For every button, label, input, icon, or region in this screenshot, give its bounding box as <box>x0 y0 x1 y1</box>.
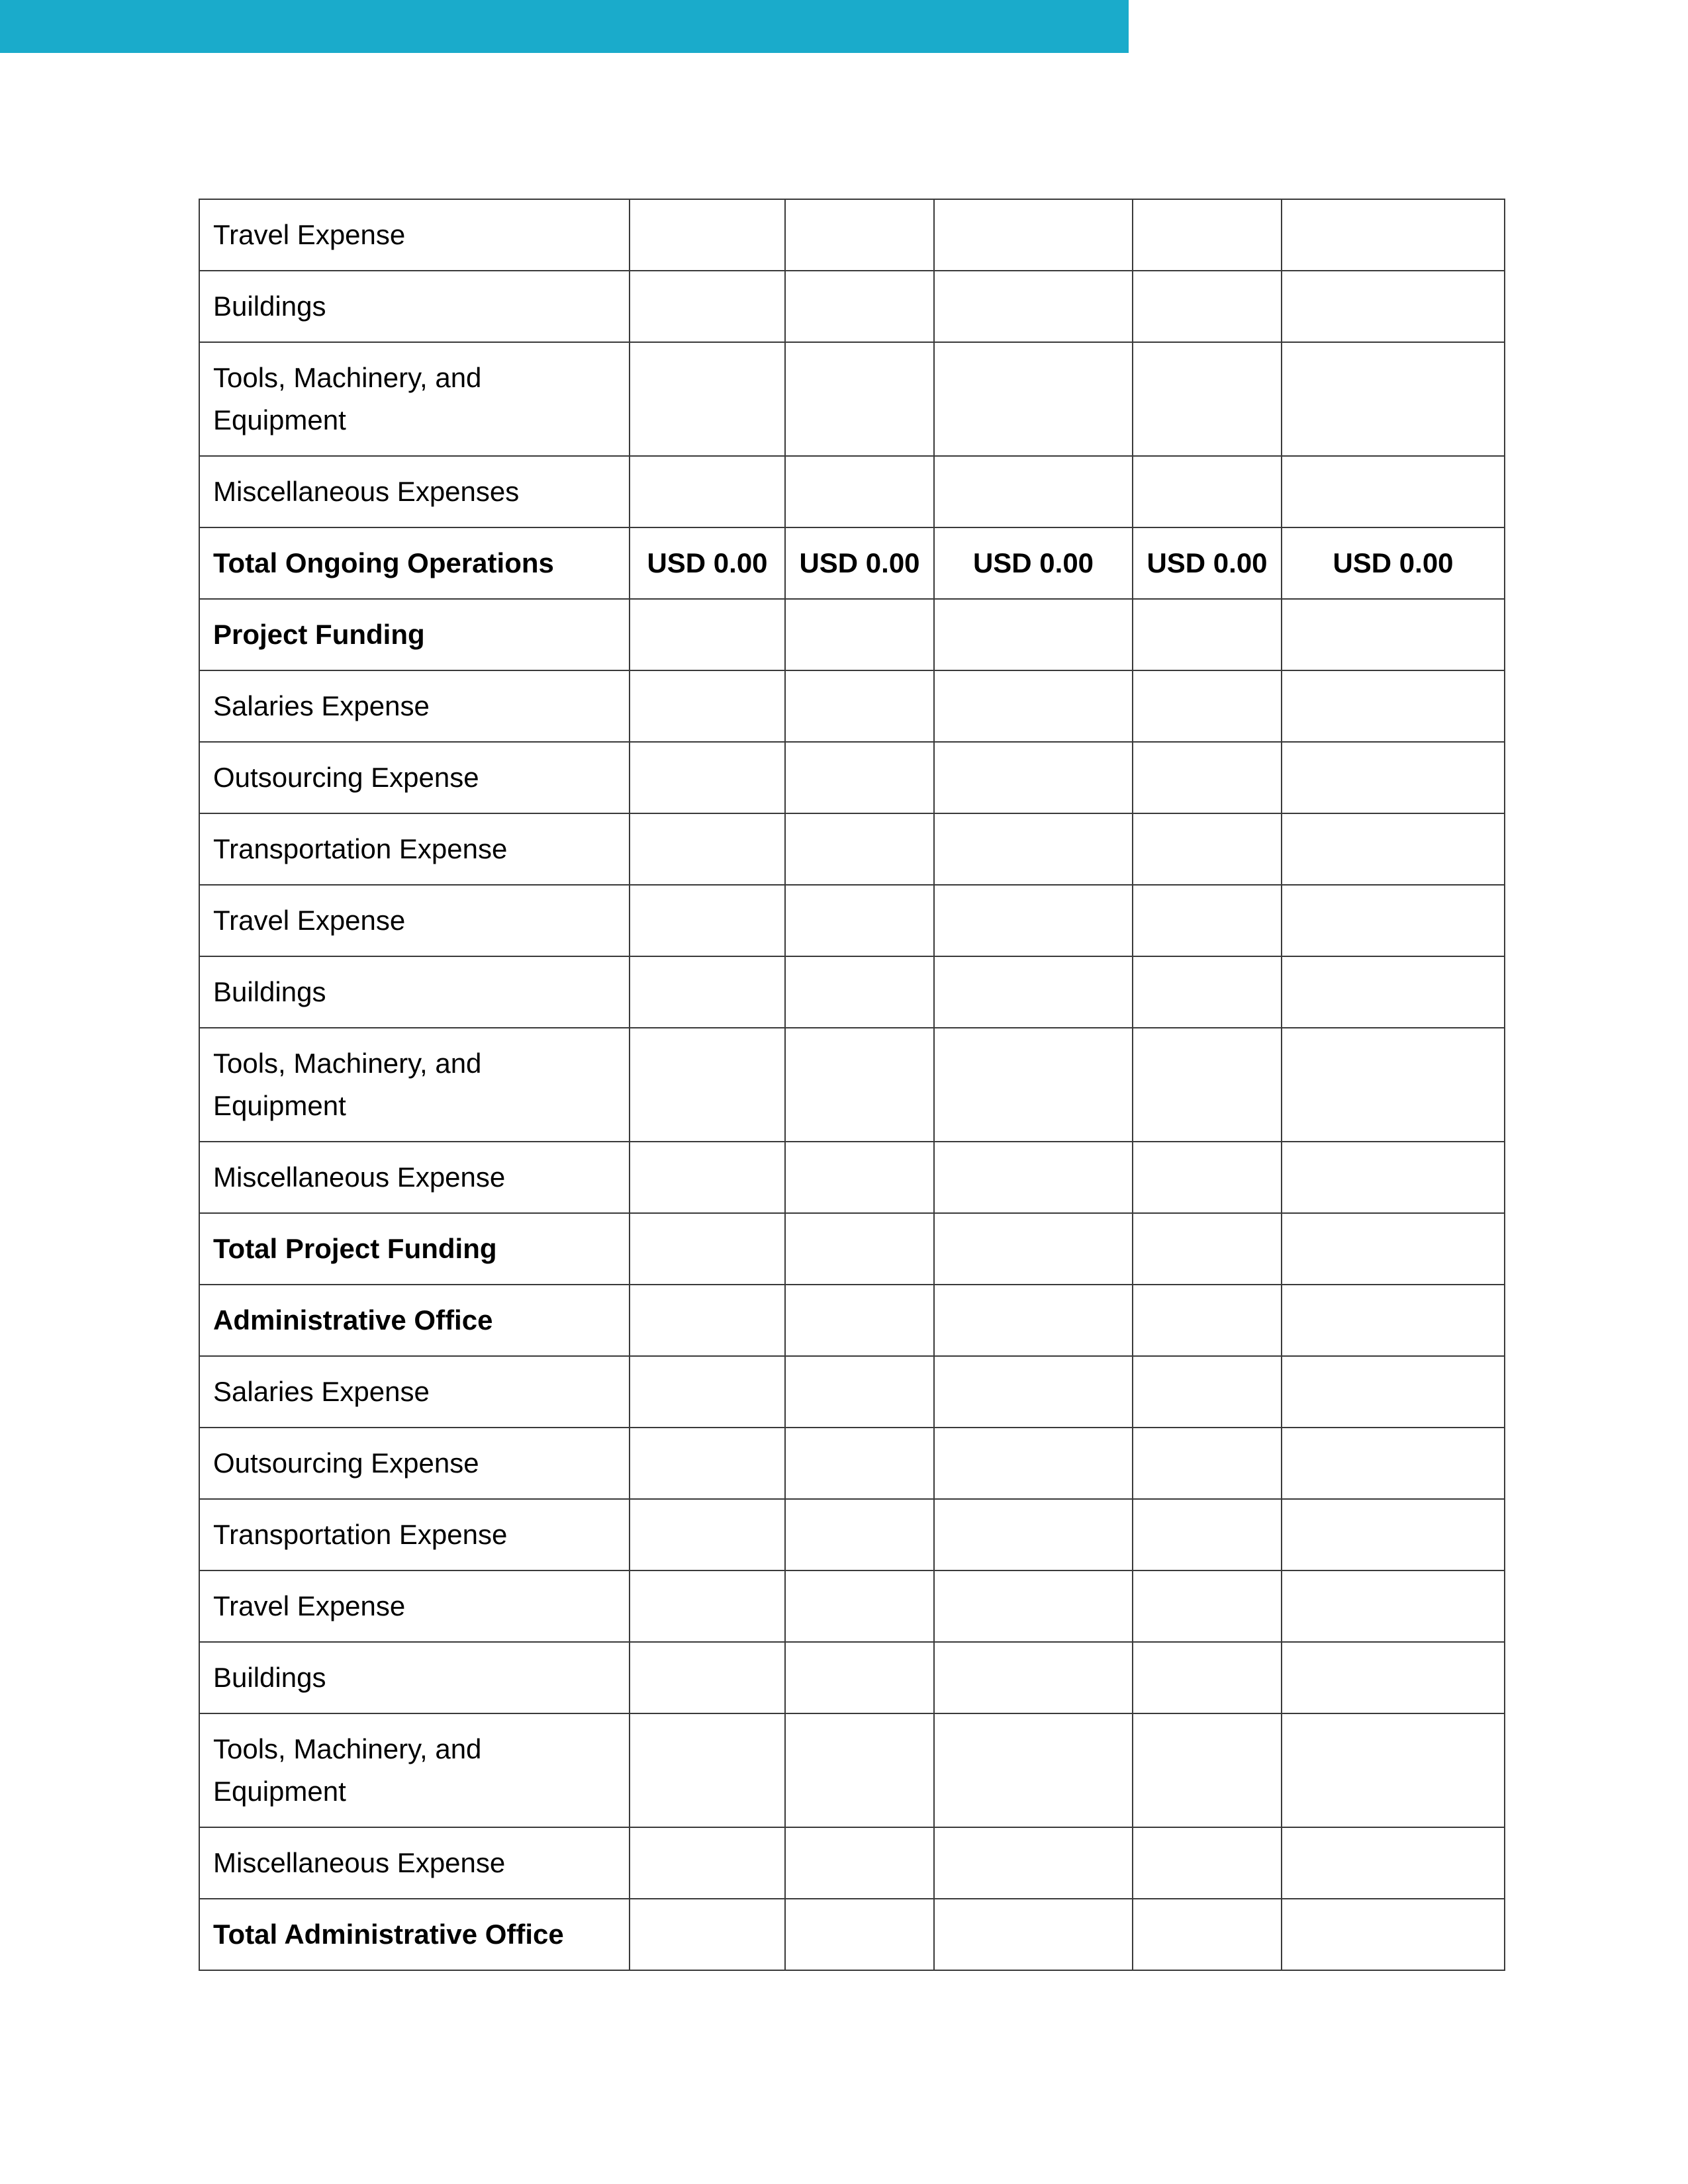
table-row <box>199 1428 1505 1499</box>
table-row <box>199 1142 1505 1213</box>
amount-cell[interactable] <box>1282 1213 1505 1285</box>
amount-cell[interactable] <box>934 1428 1133 1499</box>
table-row <box>199 271 1505 342</box>
amount-cell[interactable] <box>630 1428 785 1499</box>
amount-cell[interactable] <box>785 1428 934 1499</box>
amount-cell[interactable] <box>934 1499 1133 1570</box>
amount-cell[interactable]: USD 0.00 <box>1282 527 1505 599</box>
amount-cell[interactable] <box>934 1570 1133 1642</box>
row-label: Travel Expense <box>199 1570 630 1642</box>
table-row <box>199 1899 1505 1970</box>
amount-cell[interactable] <box>1133 1142 1282 1213</box>
amount-cell[interactable] <box>1133 1570 1282 1642</box>
row-label: Transportation Expense <box>199 813 630 885</box>
row-label: Travel Expense <box>199 199 630 271</box>
amount-cell[interactable] <box>934 1142 1133 1213</box>
amount-cell[interactable] <box>630 1356 785 1428</box>
row-heading: Total Project Funding <box>199 1213 630 1285</box>
table-row <box>199 1028 1505 1142</box>
table-row <box>199 670 1505 742</box>
amount-cell[interactable] <box>934 670 1133 742</box>
amount-cell[interactable] <box>1133 1428 1282 1499</box>
amount-cell[interactable] <box>1282 1356 1505 1428</box>
row-label: Tools, Machinery, and Equipment <box>199 1713 630 1827</box>
amount-cell[interactable] <box>934 1356 1133 1428</box>
row-heading: Total Ongoing Operations <box>199 527 630 599</box>
table-row <box>199 1642 1505 1713</box>
amount-cell[interactable] <box>785 456 934 527</box>
amount-cell[interactable] <box>785 271 934 342</box>
amount-cell[interactable] <box>1133 1499 1282 1570</box>
amount-cell[interactable] <box>630 271 785 342</box>
amount-cell[interactable] <box>630 1499 785 1570</box>
amount-cell[interactable] <box>785 885 934 956</box>
amount-cell[interactable] <box>630 1213 785 1285</box>
amount-cell[interactable] <box>934 1827 1133 1899</box>
amount-cell[interactable] <box>1282 342 1505 456</box>
amount-cell[interactable] <box>630 885 785 956</box>
amount-cell[interactable] <box>1282 1028 1505 1142</box>
amount-cell[interactable] <box>630 1713 785 1827</box>
amount-cell[interactable] <box>934 199 1133 271</box>
amount-cell[interactable] <box>785 813 934 885</box>
amount-cell[interactable] <box>934 271 1133 342</box>
amount-cell[interactable] <box>1133 670 1282 742</box>
amount-cell[interactable] <box>934 956 1133 1028</box>
amount-cell[interactable] <box>934 885 1133 956</box>
table-row <box>199 527 1505 599</box>
amount-cell[interactable] <box>1133 1028 1282 1142</box>
amount-cell[interactable] <box>934 1285 1133 1356</box>
table-row <box>199 956 1505 1028</box>
row-label: Buildings <box>199 1642 630 1713</box>
row-label: Miscellaneous Expense <box>199 1827 630 1899</box>
amount-cell[interactable] <box>1133 271 1282 342</box>
amount-cell[interactable] <box>1282 813 1505 885</box>
amount-cell[interactable] <box>1133 956 1282 1028</box>
amount-cell[interactable] <box>785 1356 934 1428</box>
amount-cell[interactable] <box>1282 1713 1505 1827</box>
amount-cell[interactable] <box>1282 956 1505 1028</box>
amount-cell[interactable]: USD 0.00 <box>934 527 1133 599</box>
amount-cell[interactable] <box>630 742 785 813</box>
row-label: Tools, Machinery, and Equipment <box>199 1028 630 1142</box>
table-row <box>199 1285 1505 1356</box>
amount-cell[interactable] <box>1133 1213 1282 1285</box>
amount-cell[interactable] <box>785 1827 934 1899</box>
amount-cell[interactable] <box>1133 1285 1282 1356</box>
amount-cell[interactable] <box>934 813 1133 885</box>
amount-cell[interactable] <box>630 813 785 885</box>
amount-cell[interactable] <box>785 1213 934 1285</box>
amount-cell[interactable] <box>630 599 785 670</box>
row-label: Buildings <box>199 956 630 1028</box>
header-accent-bar <box>0 0 1129 53</box>
table-row <box>199 1713 1505 1827</box>
row-heading: Administrative Office <box>199 1285 630 1356</box>
table-row <box>199 599 1505 670</box>
amount-cell[interactable] <box>630 1142 785 1213</box>
amount-cell[interactable]: USD 0.00 <box>1133 527 1282 599</box>
table-row <box>199 813 1505 885</box>
amount-cell[interactable] <box>1282 271 1505 342</box>
amount-cell[interactable] <box>934 1028 1133 1142</box>
amount-cell[interactable] <box>1133 885 1282 956</box>
row-label: Salaries Expense <box>199 670 630 742</box>
amount-cell[interactable] <box>785 1642 934 1713</box>
table-row <box>199 456 1505 527</box>
amount-cell[interactable]: USD 0.00 <box>785 527 934 599</box>
amount-cell[interactable] <box>1133 456 1282 527</box>
row-label: Tools, Machinery, and Equipment <box>199 342 630 456</box>
table-row <box>199 1499 1505 1570</box>
amount-cell[interactable] <box>1133 1713 1282 1827</box>
amount-cell[interactable] <box>785 1570 934 1642</box>
row-label: Outsourcing Expense <box>199 742 630 813</box>
table-row <box>199 1213 1505 1285</box>
amount-cell[interactable] <box>934 1213 1133 1285</box>
table-row <box>199 1570 1505 1642</box>
row-label: Salaries Expense <box>199 1356 630 1428</box>
amount-cell[interactable] <box>630 1642 785 1713</box>
row-label: Outsourcing Expense <box>199 1428 630 1499</box>
amount-cell[interactable] <box>934 456 1133 527</box>
table-row <box>199 1827 1505 1899</box>
amount-cell[interactable] <box>785 1499 934 1570</box>
table-row <box>199 885 1505 956</box>
amount-cell[interactable] <box>630 456 785 527</box>
row-label: Buildings <box>199 271 630 342</box>
amount-cell[interactable] <box>1282 885 1505 956</box>
amount-cell[interactable] <box>1282 742 1505 813</box>
table-row <box>199 742 1505 813</box>
table-row <box>199 1356 1505 1428</box>
amount-cell[interactable] <box>1282 670 1505 742</box>
amount-cell[interactable] <box>785 1899 934 1970</box>
amount-cell[interactable] <box>630 670 785 742</box>
amount-cell[interactable] <box>785 1285 934 1356</box>
amount-cell[interactable] <box>630 1028 785 1142</box>
amount-cell[interactable] <box>1282 1285 1505 1356</box>
amount-cell[interactable] <box>785 956 934 1028</box>
amount-cell[interactable] <box>1133 1827 1282 1899</box>
amount-cell[interactable] <box>1133 1356 1282 1428</box>
amount-cell[interactable] <box>1282 1827 1505 1899</box>
table-row <box>199 342 1505 456</box>
amount-cell[interactable] <box>1133 342 1282 456</box>
amount-cell[interactable] <box>630 342 785 456</box>
amount-cell[interactable] <box>1282 1499 1505 1570</box>
row-heading: Project Funding <box>199 599 630 670</box>
row-label: Miscellaneous Expenses <box>199 456 630 527</box>
amount-cell[interactable] <box>785 342 934 456</box>
amount-cell[interactable]: USD 0.00 <box>630 527 785 599</box>
amount-cell[interactable] <box>1282 456 1505 527</box>
amount-cell[interactable] <box>630 1285 785 1356</box>
row-label: Travel Expense <box>199 885 630 956</box>
amount-cell[interactable] <box>785 199 934 271</box>
amount-cell[interactable] <box>934 1713 1133 1827</box>
amount-cell[interactable] <box>1133 1899 1282 1970</box>
row-label: Miscellaneous Expense <box>199 1142 630 1213</box>
table-row <box>199 199 1505 271</box>
amount-cell[interactable] <box>1133 813 1282 885</box>
amount-cell[interactable] <box>1133 199 1282 271</box>
amount-cell[interactable] <box>1282 1899 1505 1970</box>
amount-cell[interactable] <box>785 1713 934 1827</box>
amount-cell[interactable] <box>630 1899 785 1970</box>
amount-cell[interactable] <box>630 199 785 271</box>
amount-cell[interactable] <box>1282 1642 1505 1713</box>
amount-cell[interactable] <box>934 1642 1133 1713</box>
amount-cell[interactable] <box>785 742 934 813</box>
amount-cell[interactable] <box>934 599 1133 670</box>
amount-cell[interactable] <box>1282 1570 1505 1642</box>
amount-cell[interactable] <box>785 1028 934 1142</box>
amount-cell[interactable] <box>785 1142 934 1213</box>
amount-cell[interactable] <box>785 670 934 742</box>
amount-cell[interactable] <box>1282 1142 1505 1213</box>
amount-cell[interactable] <box>630 1570 785 1642</box>
budget-table <box>199 199 1505 1971</box>
row-label: Transportation Expense <box>199 1499 630 1570</box>
amount-cell[interactable] <box>1133 1642 1282 1713</box>
amount-cell[interactable] <box>1133 599 1282 670</box>
amount-cell[interactable] <box>934 742 1133 813</box>
amount-cell[interactable] <box>934 342 1133 456</box>
amount-cell[interactable] <box>785 599 934 670</box>
amount-cell[interactable] <box>1282 199 1505 271</box>
amount-cell[interactable] <box>1282 599 1505 670</box>
amount-cell[interactable] <box>630 1827 785 1899</box>
amount-cell[interactable] <box>1133 742 1282 813</box>
row-heading: Total Administrative Office <box>199 1899 630 1970</box>
amount-cell[interactable] <box>934 1899 1133 1970</box>
amount-cell[interactable] <box>630 956 785 1028</box>
amount-cell[interactable] <box>1282 1428 1505 1499</box>
budget-table-body <box>199 199 1505 1970</box>
